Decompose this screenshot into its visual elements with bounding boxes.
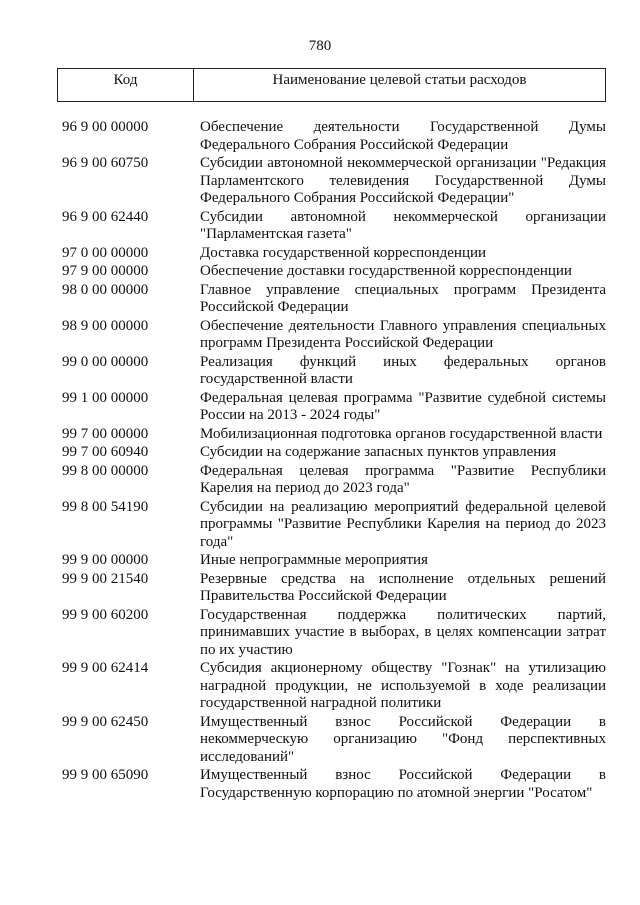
row-code: 99 1 00 00000 [62, 389, 149, 406]
table-row [62, 245, 606, 263]
row-code: 99 9 00 60200 [62, 606, 149, 623]
row-name: Обеспечение деятельности Главного управления специальных программ Президента Российской Федерации [200, 317, 606, 351]
column-header-code: Код [58, 69, 194, 101]
table-row [62, 660, 606, 713]
table-row [62, 263, 606, 281]
row-code: 99 8 00 54190 [62, 498, 149, 515]
row-code: 96 9 00 60750 [62, 155, 149, 171]
row-code: 97 0 00 00000 [62, 244, 149, 261]
row-code: 99 8 00 00000 [62, 462, 149, 479]
row-name: Мобилизационная подготовка органов государственной власти [200, 425, 603, 442]
row-name: Субсидии автономной некоммерческой организации "Парламентская газета" [200, 208, 606, 242]
row-name: Главное управление специальных программ Президента Российской Федерации [200, 281, 606, 315]
table-row [62, 714, 606, 767]
row-code: 99 9 00 00000 [62, 552, 149, 568]
table-row [62, 499, 606, 552]
table-body [62, 119, 606, 803]
row-name: Федеральная целевая программа "Развитие Республики Карелия на период до 2023 года" [200, 462, 606, 496]
row-code: 96 9 00 00000 [62, 119, 149, 135]
row-code: 99 0 00 00000 [62, 353, 149, 370]
row-name: Государственная поддержка политических партий, принимавших участие в выборах, в целях компенсации затрат по их участию [200, 606, 606, 658]
row-name: Реализация функций иных федеральных органов государственной власти [200, 353, 606, 387]
row-code: 96 9 00 62440 [62, 208, 149, 225]
row-name: Субсидия акционерному обществу "Гознак" на утилизацию наградной продукции, не используемой в ходе реализации государственной наградной политики [200, 660, 606, 711]
row-name: Имущественный взнос Российской Федерации в некоммерческую организацию "Фонд перспективных исследований" [200, 713, 606, 765]
row-name: Субсидии на реализацию мероприятий федеральной целевой программы "Развитие Республики Карелия на период до 2023 года" [200, 498, 606, 550]
row-code: 97 9 00 00000 [62, 263, 149, 279]
row-name: Резервные средства на исполнение отдельных решений Правительства Российской Федерации [200, 570, 606, 604]
table-row [62, 552, 606, 570]
row-code: 99 7 00 00000 [62, 425, 149, 442]
row-name: Обеспечение деятельности Государственной Думы Федерального Собрания Российской Федерации [200, 119, 606, 153]
row-name: Имущественный взнос Российской Федерации в Государственную корпорацию по атомной энергии "Росатом" [200, 767, 606, 801]
table-row [62, 426, 606, 444]
table-row [62, 119, 606, 154]
table-row [62, 767, 606, 802]
row-code: 98 9 00 00000 [62, 317, 149, 334]
column-header-name: Наименование целевой статьи расходов [272, 72, 527, 88]
row-name: Обеспечение доставки государственной корреспонденции [200, 263, 572, 279]
table-row [62, 282, 606, 317]
page-number: 780 [308, 38, 332, 54]
table-row [62, 354, 606, 389]
table-row [62, 444, 606, 462]
table-row [62, 463, 606, 498]
table-row [62, 318, 606, 353]
row-name: Иные непрограммные мероприятия [200, 552, 428, 568]
row-code: 99 9 00 21540 [62, 570, 149, 587]
table-row [62, 390, 606, 425]
table-row [62, 607, 606, 660]
row-code: 99 9 00 62450 [62, 713, 149, 730]
row-code: 99 7 00 60940 [62, 444, 149, 460]
row-code: 99 9 00 65090 [62, 767, 149, 783]
row-code: 98 0 00 00000 [62, 281, 149, 298]
row-code: 99 9 00 62414 [62, 660, 149, 676]
row-name: Доставка государственной корреспонденции [200, 244, 487, 261]
row-name: Субсидии на содержание запасных пунктов управления [200, 444, 557, 460]
row-name: Субсидии автономной некоммерческой организации "Редакция Парламентского телевидения Государственной Думы Федерального Собрания Российской Федерации" [200, 155, 606, 206]
row-name: Федеральная целевая программа "Развитие судебной системы России на 2013 - 2024 годы" [200, 389, 606, 423]
table-header [57, 68, 606, 102]
table-row [62, 571, 606, 606]
table-row [62, 155, 606, 208]
table-row [62, 209, 606, 244]
